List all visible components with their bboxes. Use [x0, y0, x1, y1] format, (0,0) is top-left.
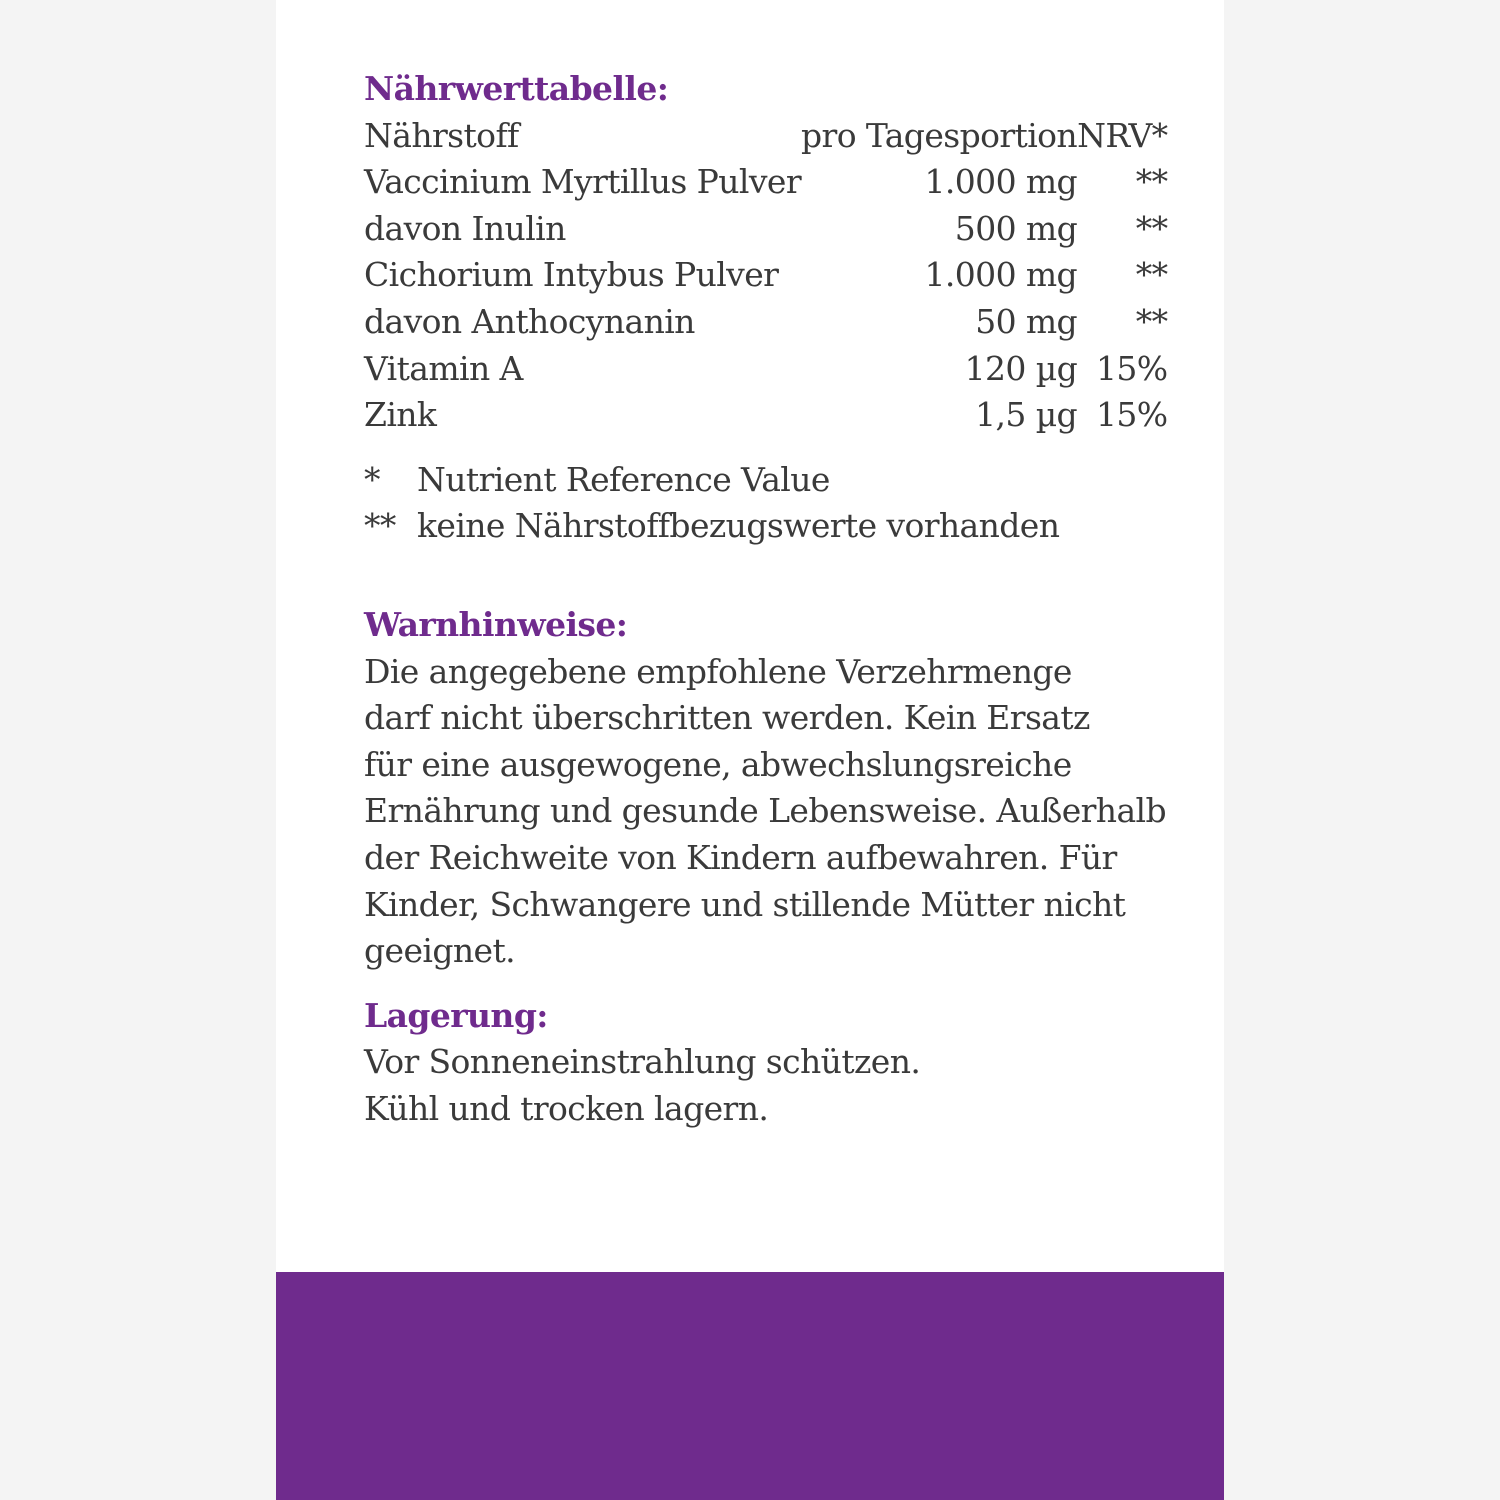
table-row: [364, 159, 1168, 206]
storage-section: [364, 993, 1154, 1133]
header-nrv: NRV*: [1077, 115, 1168, 155]
header-nutrient: Nährstoff: [364, 115, 519, 155]
footnote-mark: *: [364, 459, 380, 499]
table-row: [364, 346, 1168, 393]
table-row: [364, 299, 1168, 346]
nutrient-amount: 1,5 µg: [975, 395, 1078, 435]
nutrient-name: davon Inulin: [364, 208, 566, 248]
nutrient-amount: 120 µg: [964, 348, 1078, 388]
table-row: [364, 392, 1168, 439]
nutrient-name: Zink: [364, 395, 437, 435]
label-content: [364, 66, 1168, 1132]
warnings-section: [364, 602, 1167, 975]
storage-line: Vor Sonneneinstrahlung schützen.: [364, 1042, 921, 1082]
warnings-line: Ernährung und gesunde Lebensweise. Außerhalb: [364, 791, 1167, 831]
nutrient-amount: 50 mg: [975, 301, 1078, 341]
table-row: [364, 206, 1168, 253]
warnings-line: Die angegebene empfohlene Verzehrmenge: [364, 651, 1072, 691]
nutrition-table: [364, 113, 1168, 439]
header-amount: pro Tagesportion: [801, 115, 1078, 155]
footnote-text: Nutrient Reference Value: [417, 459, 830, 499]
nutrient-nrv: **: [1135, 255, 1168, 295]
nutrient-name: Vaccinium Myrtillus Pulver: [364, 162, 802, 202]
purple-footer-band: [276, 1272, 1224, 1500]
storage-heading: Lagerung:: [364, 995, 548, 1035]
storage-line: Kühl und trocken lagern.: [364, 1088, 769, 1128]
nutrient-name: davon Anthocynanin: [364, 301, 695, 341]
nutrient-amount: 1.000 mg: [924, 255, 1078, 295]
nutrient-amount: 500 mg: [954, 208, 1078, 248]
footnote: [364, 503, 1154, 550]
nutrient-nrv: **: [1135, 208, 1168, 248]
warnings-text: [364, 649, 1167, 975]
warnings-line: für eine ausgewogene, abwechslungsreiche: [364, 744, 1072, 784]
warnings-line: darf nicht überschritten werden. Kein Ersatz: [364, 698, 1090, 738]
warnings-line: der Reichweite von Kindern aufbewahren. Für: [364, 837, 1117, 877]
nutrient-amount: 1.000 mg: [924, 162, 1078, 202]
warnings-line: Kinder, Schwangere und stillende Mütter nicht: [364, 884, 1126, 924]
table-row: [364, 252, 1168, 299]
nutrient-name: Cichorium Intybus Pulver: [364, 255, 779, 295]
nutrient-name: Vitamin A: [364, 348, 523, 388]
nutrient-nrv: **: [1135, 301, 1168, 341]
nutrition-footnotes: [364, 457, 1154, 550]
nutrient-nrv: **: [1135, 162, 1168, 202]
storage-text: [364, 1039, 1154, 1132]
nutrition-heading: Nährwerttabelle:: [364, 69, 669, 108]
footnote: [364, 457, 1154, 504]
nutrition-table-header: [364, 113, 1168, 160]
nutrient-nrv: 15%: [1096, 395, 1168, 435]
footnote-mark: **: [364, 506, 396, 546]
warnings-line: geeignet.: [364, 931, 515, 971]
nutrient-nrv: 15%: [1096, 348, 1168, 388]
warnings-heading: Warnhinweise:: [364, 604, 628, 644]
footnote-text: keine Nährstoffbezugswerte vorhanden: [417, 506, 1060, 546]
